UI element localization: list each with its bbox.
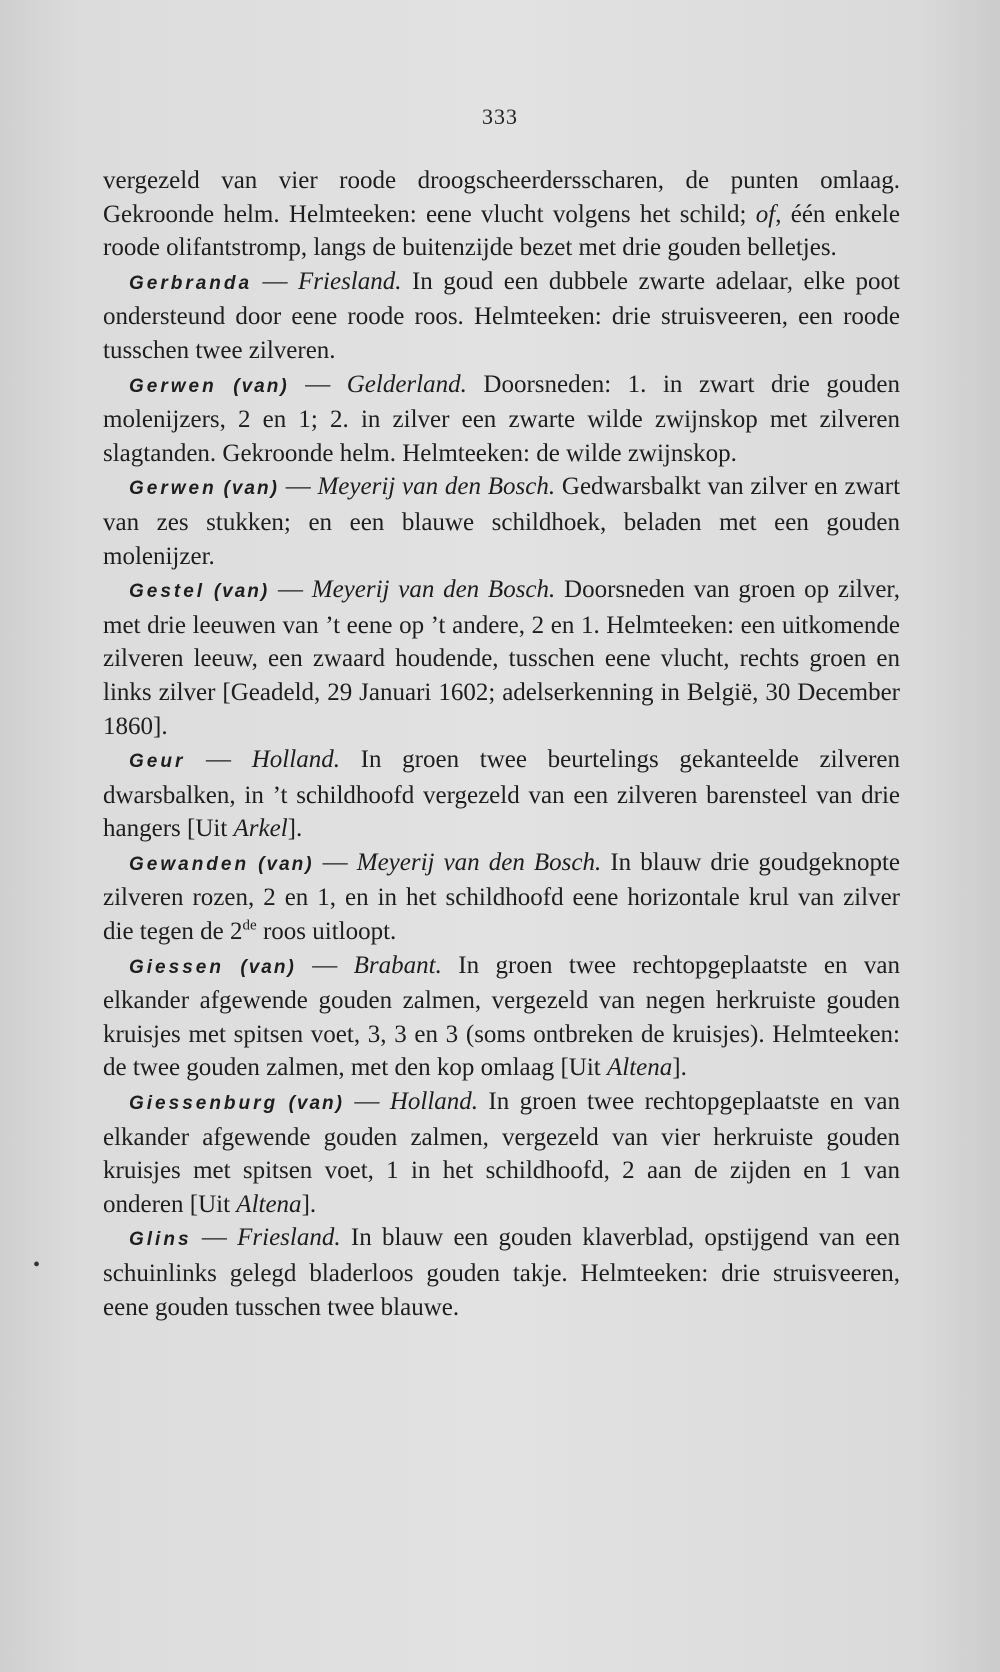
margin-mark: • <box>33 1254 41 1276</box>
entry-gewanden <box>103 846 900 949</box>
entry-source: Arkel <box>233 815 288 843</box>
entry-region: Gelderland. <box>346 370 467 398</box>
intro-text: , één enkele roode olifantstromp, langs de buitenzijde bezet met drie gouden belletjes. <box>103 200 900 262</box>
entry-gestel <box>103 573 900 743</box>
entry-region: Brabant. <box>353 951 442 979</box>
entry-gerbranda <box>103 265 900 368</box>
entry-superscript: de <box>242 917 257 934</box>
intro-italic: of <box>755 200 776 228</box>
entry-text: Doorsneden: 1. in zwart drie gouden molenijzers, 2 en 1; 2. in zilver een zwarte wilde zwijnskop met zilveren slagtanden. Gekroonde helm. Helmteeken: de wilde zwijnskop. <box>103 370 901 467</box>
entry-name: Glins <box>129 1229 192 1251</box>
intro-text: vergezeld van vier roode droogscheerdersscharen, de punten omlaag. Gekroonde helm. Helmteeken: eene vlucht volgens het schild; <box>103 167 900 228</box>
entry-region: Friesland. <box>298 267 402 295</box>
entry-region: Meyerij van den Bosch. <box>356 848 602 876</box>
entry-dash: — <box>191 1224 238 1252</box>
entry-region: Friesland. <box>237 1224 341 1252</box>
entry-particle: (van) <box>213 581 270 603</box>
entry-giessenburg <box>103 1085 900 1221</box>
entry-text: In groen twee rechtopgeplaatste en van elkander afgewende gouden zalmen, vergezeld van vier herkruiste gouden kruisjes met spitsen voet, 1 in het schildhoofd, 2 aan de zijden en 1 van onderen [Uit <box>103 1088 901 1218</box>
entry-tail: roos uitloopt. <box>256 918 397 946</box>
entry-region: Holland. <box>251 746 340 774</box>
entry-name: Gerbranda <box>129 272 253 294</box>
entry-dash: — <box>278 473 318 501</box>
intro-paragraph <box>103 164 900 265</box>
page-number: 333 <box>482 104 518 129</box>
entry-particle: (van) <box>258 853 314 875</box>
entry-name: Gerwen <box>129 478 217 500</box>
entry-particle: (van) <box>240 956 296 978</box>
text-body <box>103 164 900 1324</box>
entry-glins <box>103 1221 900 1324</box>
entry-text: In groen twee beurtelings gekanteelde zilveren dwarsbalken, in ’t schildhoofd vergezeld van een zilveren barensteel van drie hangers [Uit <box>103 746 901 843</box>
entry-text: In goud een dubbele zwarte adelaar, elke poot ondersteund door eene roode roos. Helmteeken: drie struisveeren, een roode tusschen twee zilveren. <box>103 267 900 364</box>
entry-gerwen-meyerij <box>103 470 900 573</box>
entry-dash: — <box>252 267 299 295</box>
entry-name: Geur <box>129 751 186 773</box>
entry-text: Doorsneden van groen op zilver, met drie leeuwen van ’t eene op ’t andere, 2 en 1. Helmteeken: een uitkomende zilveren leeuw, een zwaard houdende, tusschen eene vlucht, rechts groen en links zilver [Geadeld, 29 Januari 1602; adelserkenning in België, 30 December 1860]. <box>103 576 901 740</box>
entry-name: Gestel <box>129 581 206 603</box>
entry-text: Gedwarsbalkt van zilver en zwart van zes stukken; en een blauwe schildhoek, beladen met een gouden molenijzer. <box>103 473 901 570</box>
entry-tail: ]. <box>301 1190 317 1218</box>
entry-text: In blauw een gouden klaverblad, opstijgend van een schuinlinks gelegd bladerloos gouden takje. Helmteeken: drie struisveeren, eene gouden tusschen twee blauwe. <box>103 1224 901 1321</box>
entry-dash: — <box>343 1088 390 1116</box>
entry-gerwen-gelderland <box>103 368 900 471</box>
entry-tail: ]. <box>287 815 303 843</box>
entry-name: Gerwen <box>129 375 217 397</box>
entry-particle: (van) <box>288 1093 344 1115</box>
entry-dash: — <box>185 746 252 774</box>
entry-region: Meyerij van den Bosch. <box>317 473 556 501</box>
entry-giessen <box>103 949 900 1085</box>
entry-dash: — <box>269 576 312 604</box>
entry-text: In blauw drie goudgeknopte zilveren rozen, 2 en 1, en in het schildhoofd eene horizontale krul van zilver die tegen de 2 <box>103 848 901 946</box>
entry-particle: (van) <box>233 375 289 397</box>
entry-name: Giessenburg <box>129 1093 279 1115</box>
entry-name: Gewanden <box>129 853 250 875</box>
entry-geur <box>103 743 900 846</box>
entry-dash: — <box>313 848 357 876</box>
entry-tail: ]. <box>672 1054 687 1082</box>
entry-source: Altena <box>607 1054 673 1082</box>
entry-text: In groen twee rechtopgeplaatste en van elkander afgewende gouden zalmen, vergezeld van negen herkruiste gouden kruisjes met spitsen voet, 3, 3 en 3 (soms ontbreken de kruisjes). Helmteeken: de twee gouden zalmen, met den kop omlaag [Uit <box>103 951 901 1082</box>
entry-source: Altena <box>236 1190 302 1218</box>
entry-name: Giessen <box>129 956 224 978</box>
entry-particle: (van) <box>223 478 279 500</box>
entry-region: Holland. <box>389 1088 479 1116</box>
entry-dash: — <box>295 951 354 979</box>
entry-region: Meyerij van den Bosch. <box>311 576 556 604</box>
entry-dash: — <box>288 370 347 398</box>
